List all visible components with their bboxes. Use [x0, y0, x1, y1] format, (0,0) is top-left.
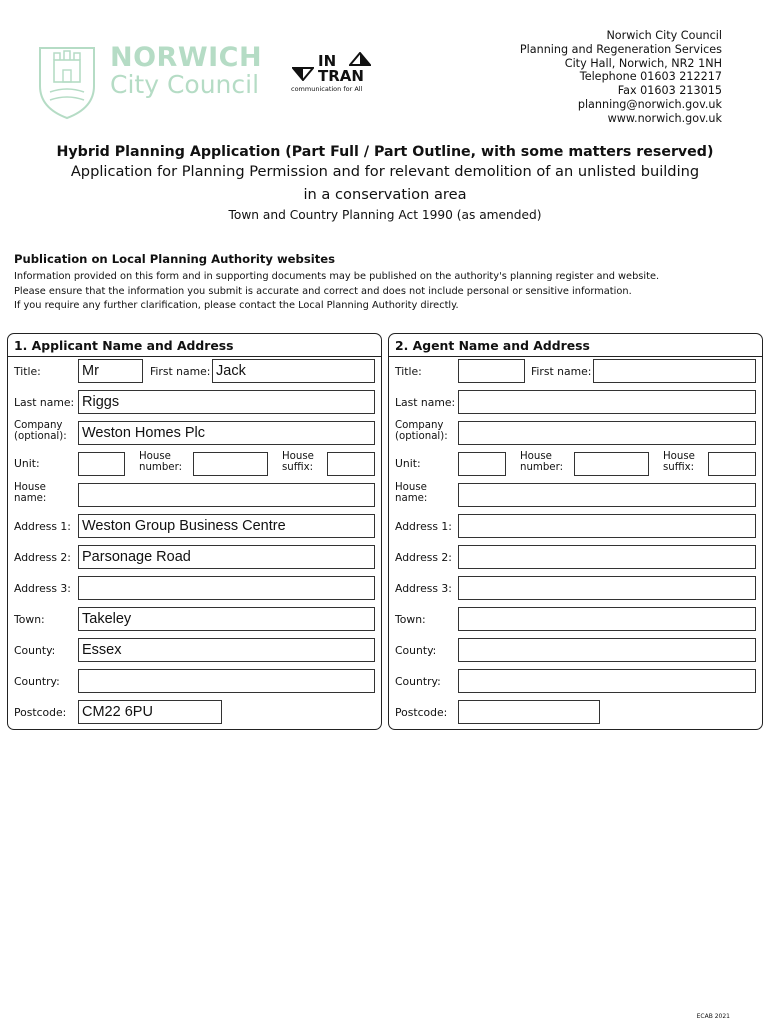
- first-name-label: First name:: [150, 365, 211, 378]
- applicant-house-suffix-field[interactable]: [327, 452, 375, 476]
- section-divider: [8, 356, 381, 357]
- agent-company-field[interactable]: [458, 421, 756, 445]
- agent-house-name-field[interactable]: [458, 483, 756, 507]
- title-label: Title:: [395, 365, 422, 378]
- applicant-first-name-field[interactable]: Jack: [212, 359, 375, 383]
- form-subtitle-line1: Application for Planning Permission and for relevant demolition of an unlisted building: [70, 163, 700, 180]
- house-suffix-label: House suffix:: [282, 451, 314, 473]
- house-number-label: House number:: [520, 451, 564, 473]
- postcode-label: Postcode:: [395, 706, 448, 719]
- house-number-label: House number:: [139, 451, 183, 473]
- applicant-title-field[interactable]: Mr: [78, 359, 143, 383]
- publication-text-line: If you require any further clarification, please contact the Local Planning Authority directly.: [14, 300, 459, 311]
- intran-tagline: communication for All: [291, 85, 363, 93]
- house-name-label: House name:: [14, 482, 47, 504]
- council-telephone: Telephone 01603 212217: [579, 70, 722, 84]
- applicant-county-field[interactable]: Essex: [78, 638, 375, 662]
- agent-county-field[interactable]: [458, 638, 756, 662]
- company-label: Company (optional):: [14, 420, 67, 442]
- triangle-down-icon: [292, 67, 314, 81]
- footer-code: ECAB 2021: [696, 1013, 730, 1020]
- agent-section: [388, 333, 763, 730]
- applicant-unit-field[interactable]: [78, 452, 125, 476]
- address3-label: Address 3:: [14, 582, 71, 595]
- agent-last-name-field[interactable]: [458, 390, 756, 414]
- country-label: Country:: [14, 675, 60, 688]
- agent-address3-field[interactable]: [458, 576, 756, 600]
- council-contact-block: [520, 29, 722, 126]
- form-act: Town and Country Planning Act 1990 (as amended): [228, 208, 542, 222]
- town-label: Town:: [14, 613, 45, 626]
- form-subtitle-line2: in a conservation area: [303, 186, 467, 203]
- applicant-address3-field[interactable]: [78, 576, 375, 600]
- county-label: County:: [14, 644, 56, 657]
- triangle-up-icon: [349, 52, 371, 66]
- council-website: www.norwich.gov.uk: [607, 111, 722, 125]
- address1-label: Address 1:: [14, 520, 71, 533]
- form-title: Hybrid Planning Application (Part Full / Part Outline, with some matters reserved): [56, 144, 714, 160]
- address3-label: Address 3:: [395, 582, 452, 595]
- applicant-heading: 1. Applicant Name and Address: [14, 338, 234, 353]
- address1-label: Address 1:: [395, 520, 452, 533]
- agent-house-suffix-field[interactable]: [708, 452, 756, 476]
- publication-text-line: Information provided on this form and in supporting documents may be published on the authority's planning register and website.: [14, 271, 660, 282]
- applicant-house-number-field[interactable]: [193, 452, 268, 476]
- logo-title: NORWICH: [110, 42, 263, 73]
- applicant-country-field[interactable]: [78, 669, 375, 693]
- applicant-town-field[interactable]: Takeley: [78, 607, 375, 631]
- intran-logo-top: IN: [318, 52, 337, 70]
- agent-address1-field[interactable]: [458, 514, 756, 538]
- applicant-section: [7, 333, 382, 730]
- agent-address2-field[interactable]: [458, 545, 756, 569]
- agent-first-name-field[interactable]: [593, 359, 756, 383]
- intran-logo-bottom: TRAN: [318, 67, 364, 85]
- applicant-last-name-field[interactable]: Riggs: [78, 390, 375, 414]
- section-divider: [389, 356, 762, 357]
- town-label: Town:: [395, 613, 426, 626]
- logo-subtitle: City Council: [110, 70, 260, 99]
- publication-text-line: Please ensure that the information you submit is accurate and correct and does not include personal or sensitive information.: [14, 286, 632, 297]
- first-name-label: First name:: [531, 365, 592, 378]
- council-name: Norwich City Council: [606, 29, 722, 42]
- agent-town-field[interactable]: [458, 607, 756, 631]
- county-label: County:: [395, 644, 437, 657]
- address2-label: Address 2:: [395, 551, 452, 564]
- council-email: planning@norwich.gov.uk: [577, 97, 722, 111]
- agent-unit-field[interactable]: [458, 452, 506, 476]
- applicant-address1-field[interactable]: Weston Group Business Centre: [78, 514, 375, 538]
- title-label: Title:: [14, 365, 41, 378]
- council-address: City Hall, Norwich, NR2 1NH: [564, 56, 722, 70]
- agent-house-number-field[interactable]: [574, 452, 649, 476]
- agent-heading: 2. Agent Name and Address: [395, 338, 590, 353]
- house-name-label: House name:: [395, 482, 428, 504]
- council-department: Planning and Regeneration Services: [519, 42, 722, 56]
- country-label: Country:: [395, 675, 441, 688]
- address2-label: Address 2:: [14, 551, 71, 564]
- agent-country-field[interactable]: [458, 669, 756, 693]
- postcode-label: Postcode:: [14, 706, 67, 719]
- applicant-company-field[interactable]: Weston Homes Plc: [78, 421, 375, 445]
- applicant-postcode-field[interactable]: CM22 6PU: [78, 700, 222, 724]
- applicant-address2-field[interactable]: Parsonage Road: [78, 545, 375, 569]
- last-name-label: Last name:: [14, 396, 75, 409]
- agent-postcode-field[interactable]: [458, 700, 600, 724]
- unit-label: Unit:: [14, 457, 40, 470]
- council-fax: Fax 01603 213015: [617, 84, 722, 98]
- publication-heading: Publication on Local Planning Authority websites: [14, 252, 336, 266]
- applicant-house-name-field[interactable]: [78, 483, 375, 507]
- norwich-crest-logo: [36, 42, 98, 120]
- house-suffix-label: House suffix:: [663, 451, 695, 473]
- last-name-label: Last name:: [395, 396, 456, 409]
- unit-label: Unit:: [395, 457, 421, 470]
- company-label: Company (optional):: [395, 420, 448, 442]
- agent-title-field[interactable]: [458, 359, 525, 383]
